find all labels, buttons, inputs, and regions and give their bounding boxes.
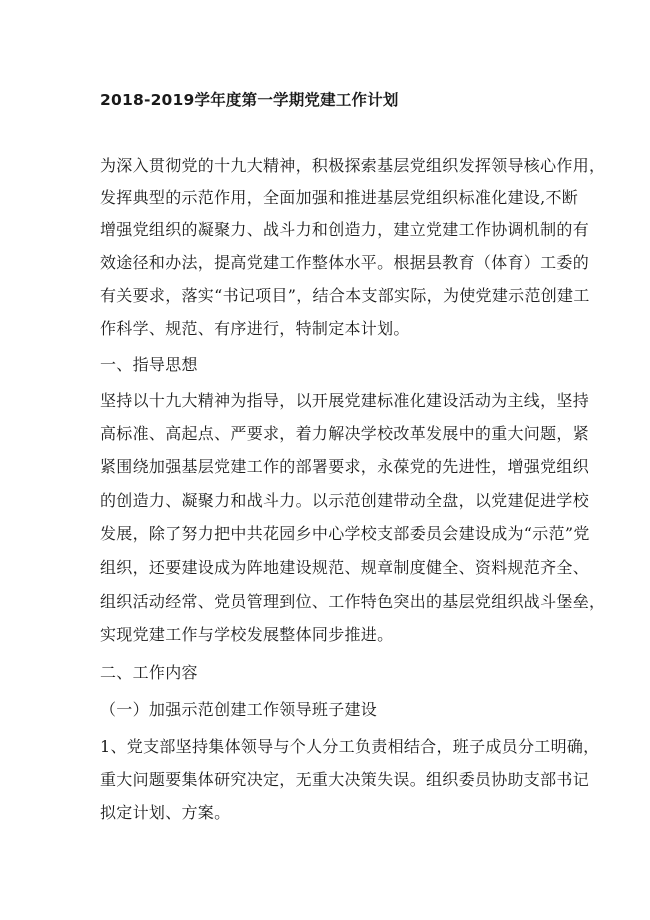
paragraph-line: 作科学、规范、有序进行，特制定本计划。 (100, 319, 410, 338)
paragraph-line: 发展，除了努力把中共花园乡中心学校支部委员会建设成为“示范”党 (100, 524, 590, 543)
paragraph-line: 为深入贯彻党的十九大精神，积极探索基层党组织发挥领导核心作用， (100, 156, 606, 175)
paragraph-line: 高标准、高起点、严要求，着力解决学校改革发展中的重大问题，紧 (100, 424, 590, 443)
section-heading: 二、工作内容 (100, 663, 198, 682)
paragraph-line: 的创造力、凝聚力和战斗力。以示范创建带动全盘，以党建促进学校 (100, 491, 590, 510)
section-heading: 一、指导思想 (100, 355, 198, 374)
paragraph-line: 坚持以十九大精神为指导，以开展党建标准化建设活动为主线，坚持 (100, 391, 590, 410)
document-title: 2018-2019学年度第一学期党建工作计划 (100, 91, 399, 109)
paragraph-line: 效途径和办法，提高党建工作整体水平。根据县教育（体育）工委的 (100, 253, 590, 272)
paragraph-line: 有关要求，落实“书记项目”，结合本支部实际，为使党建示范创建工 (100, 286, 590, 305)
paragraph-line: 发挥典型的示范作用，全面加强和推进基层党组织标准化建设,不断 (100, 188, 579, 207)
subsection-heading: （一）加强示范创建工作领导班子建设 (100, 700, 378, 719)
paragraph-line: 重大问题要集体研究决定，无重大决策失误。组织委员协助支部书记 (100, 770, 590, 789)
paragraph-line: 组织，还要建设成为阵地建设规范、规章制度健全、资料规范齐全、 (100, 558, 590, 577)
paragraph-line: 实现党建工作与学校发展整体同步推进。 (100, 625, 394, 644)
paragraph-line: 1、党支部坚持集体领导与个人分工负责相结合，班子成员分工明确， (100, 737, 600, 756)
paragraph-line: 紧围绕加强基层党建工作的部署要求，永葆党的先进性，增强党组织 (100, 457, 590, 476)
paragraph-line: 组织活动经常、党员管理到位、工作特色突出的基层党组织战斗堡垒， (100, 592, 606, 611)
paragraph-line: 增强党组织的凝聚力、战斗力和创造力，建立党建工作协调机制的有 (100, 220, 590, 239)
paragraph-line: 拟定计划、方案。 (100, 803, 231, 822)
